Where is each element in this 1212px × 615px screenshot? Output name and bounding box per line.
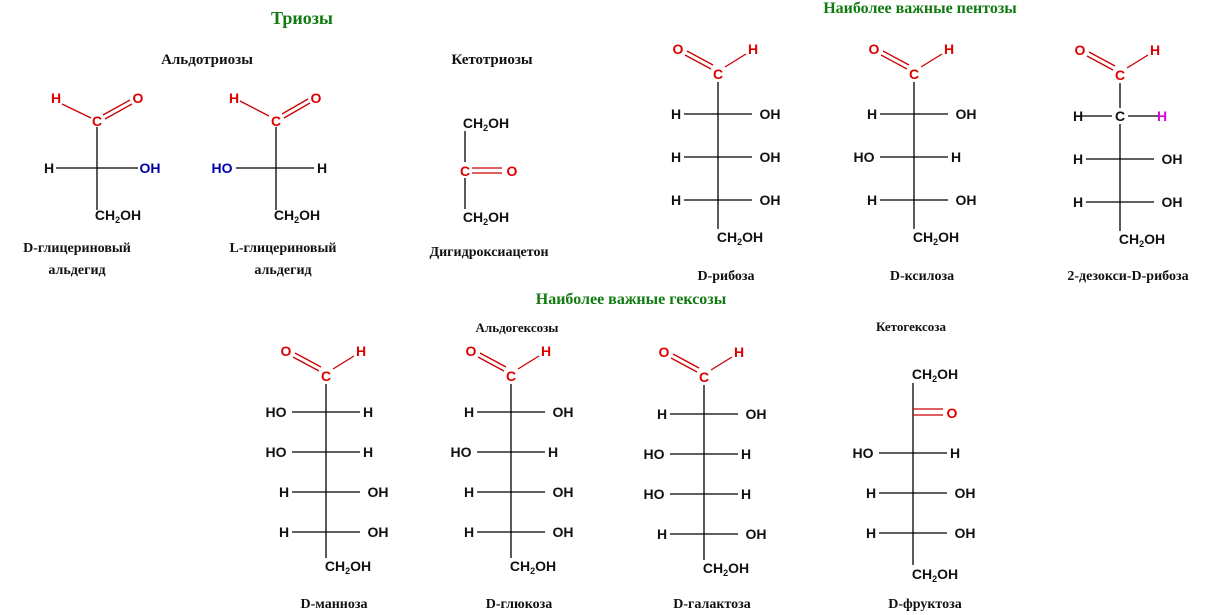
atom-ho: HO	[853, 149, 875, 165]
subheading-ketohexose: Кетогексоза	[875, 319, 947, 334]
subheading-aldohexoses: Альдогексозы	[475, 320, 559, 335]
name-d-galactose: D-галактоза	[673, 597, 751, 612]
atom-oh: OH	[759, 149, 781, 165]
structure-d-fructose	[853, 366, 976, 612]
structure-d-xylose	[854, 41, 977, 284]
atom-ho: HO	[211, 160, 233, 176]
atom-h: H	[670, 192, 682, 208]
aldose-structures	[266, 41, 1189, 612]
atom-o: O	[672, 41, 684, 57]
atom-ch2oh: $CH_2OH$	[716, 229, 764, 247]
atom-h: H	[943, 41, 955, 57]
structure-d-ribose	[671, 41, 781, 284]
atom-oh: OH	[954, 525, 976, 541]
atom-h: H	[740, 486, 752, 502]
atom-h: H	[1072, 108, 1084, 124]
structure-d-mannose	[266, 343, 389, 612]
structure-d-galactose	[644, 344, 767, 612]
atom-c: C	[505, 368, 517, 384]
structure-dihydroxyacetone	[429, 115, 548, 260]
atom-h: H	[1072, 194, 1084, 210]
atom-oh: OH	[759, 192, 781, 208]
name-dihydroxyacetone: Дигидроксиацетон	[429, 245, 549, 260]
atom-h: H	[949, 445, 961, 461]
atom-o: O	[280, 343, 292, 359]
heading-hexoses: Наиболее важные гексозы	[535, 291, 727, 308]
structure-l-glyceraldehyde	[212, 90, 337, 278]
atom-h: H	[1149, 42, 1161, 58]
subheading-aldotrioses: Альдотриозы	[161, 52, 253, 68]
name-d-glyceraldehyde-line2: альдегид	[48, 263, 106, 278]
atom-ch2oh: $CH_2OH$	[94, 207, 142, 225]
name-d-glyceraldehyde-line1: D-глицериновый	[23, 241, 131, 256]
atom-oh: OH	[552, 484, 574, 500]
atom-h: H	[362, 404, 374, 420]
atom-h: H	[362, 444, 374, 460]
atom-oh: OH	[745, 526, 767, 542]
atom-h: H	[278, 524, 290, 540]
name-deoxyribose: 2-дезокси-D-рибоза	[1067, 269, 1189, 284]
atom-oh: OH	[1161, 194, 1183, 210]
atom-oh: OH	[1161, 151, 1183, 167]
atom-ch2oh: $CH_2OH$	[509, 558, 557, 576]
atom-c: C	[270, 113, 282, 129]
name-l-glyceraldehyde-line2: альдегид	[254, 263, 312, 278]
atom-o: O	[465, 343, 477, 359]
atom-c: C	[320, 368, 332, 384]
atom-o: O	[1074, 42, 1086, 58]
atom-oh: OH	[367, 484, 389, 500]
atom-h: H	[540, 343, 552, 359]
atom-c: C	[1114, 67, 1126, 83]
atom-oh: OH	[955, 106, 977, 122]
atom-h: H	[1072, 151, 1084, 167]
heading-pentoses: Наиболее важные пентозы	[823, 0, 1017, 17]
atom-h: H	[866, 106, 878, 122]
atom-h: H	[547, 444, 559, 460]
atom-ch2oh: $CH_2OH$	[702, 560, 750, 578]
atom-o: O	[310, 90, 322, 106]
atom-h: H	[670, 106, 682, 122]
atom-o: O	[868, 41, 880, 57]
atom-h: H	[865, 485, 877, 501]
structure-d-glucose	[451, 343, 574, 612]
name-d-ribose: D-рибоза	[697, 269, 755, 284]
atom-c: C	[1114, 108, 1126, 124]
atom-ch2oh: $CH_2OH$	[462, 115, 510, 133]
atom-h: H	[316, 160, 328, 176]
atom-h: H	[950, 149, 962, 165]
structure-deoxyribose	[1067, 42, 1188, 284]
atom-h: H	[656, 406, 668, 422]
atom-h: H	[1156, 108, 1168, 124]
atom-oh: OH	[954, 485, 976, 501]
atom-h: H	[355, 343, 367, 359]
atom-c: C	[91, 113, 103, 129]
name-d-xylose: D-ксилоза	[889, 269, 955, 284]
atom-c: C	[459, 163, 471, 179]
atom-ho: HO	[265, 404, 287, 420]
atom-oh: OH	[745, 406, 767, 422]
atom-oh: OH	[367, 524, 389, 540]
atom-c: C	[698, 369, 710, 385]
atom-ch2oh: $CH_2OH$	[912, 229, 960, 247]
name-d-fructose: D-фруктоза	[888, 597, 962, 612]
atom-h: H	[463, 524, 475, 540]
atom-h: H	[747, 41, 759, 57]
atom-h: H	[670, 149, 682, 165]
atom-ho: HO	[643, 446, 665, 462]
name-l-glyceraldehyde-line1: L-глицериновый	[229, 241, 337, 256]
atom-h: H	[278, 484, 290, 500]
atom-ch2oh: $CH_2OH$	[273, 207, 321, 225]
atom-ch2oh: $CH_2OH$	[911, 366, 959, 384]
atom-h: H	[463, 484, 475, 500]
atom-oh: OH	[759, 106, 781, 122]
atom-oh: OH	[552, 404, 574, 420]
atom-h: H	[50, 90, 62, 106]
atom-h: H	[656, 526, 668, 542]
atom-ho: HO	[852, 445, 874, 461]
atom-ho: HO	[265, 444, 287, 460]
name-d-glucose: D-глюкоза	[485, 597, 553, 612]
atom-h: H	[740, 446, 752, 462]
atom-ho: HO	[450, 444, 472, 460]
atom-o: O	[132, 90, 144, 106]
atom-o: O	[658, 344, 670, 360]
name-d-mannose: D-манноза	[300, 597, 368, 612]
atom-h: H	[43, 160, 55, 176]
subheading-ketotrioses: Кетотриозы	[451, 52, 533, 68]
atom-c: C	[712, 66, 724, 82]
atom-ho: HO	[643, 486, 665, 502]
atom-oh: OH	[139, 160, 161, 176]
atom-o: O	[506, 163, 518, 179]
heading-trioses: Триозы	[271, 8, 333, 28]
atom-ch2oh: $CH_2OH$	[911, 566, 959, 584]
atom-ch2oh: $CH_2OH$	[324, 558, 372, 576]
atom-h: H	[866, 192, 878, 208]
atom-oh: OH	[552, 524, 574, 540]
atom-ch2oh: $CH_2OH$	[1118, 231, 1166, 249]
atom-oh: OH	[955, 192, 977, 208]
atom-ch2oh: $CH_2OH$	[462, 209, 510, 227]
atom-h: H	[733, 344, 745, 360]
structure-d-glyceraldehyde	[23, 90, 160, 278]
atom-h: H	[865, 525, 877, 541]
atom-o: O	[946, 405, 958, 421]
atom-h: H	[228, 90, 240, 106]
atom-h: H	[463, 404, 475, 420]
atom-c: C	[908, 66, 920, 82]
